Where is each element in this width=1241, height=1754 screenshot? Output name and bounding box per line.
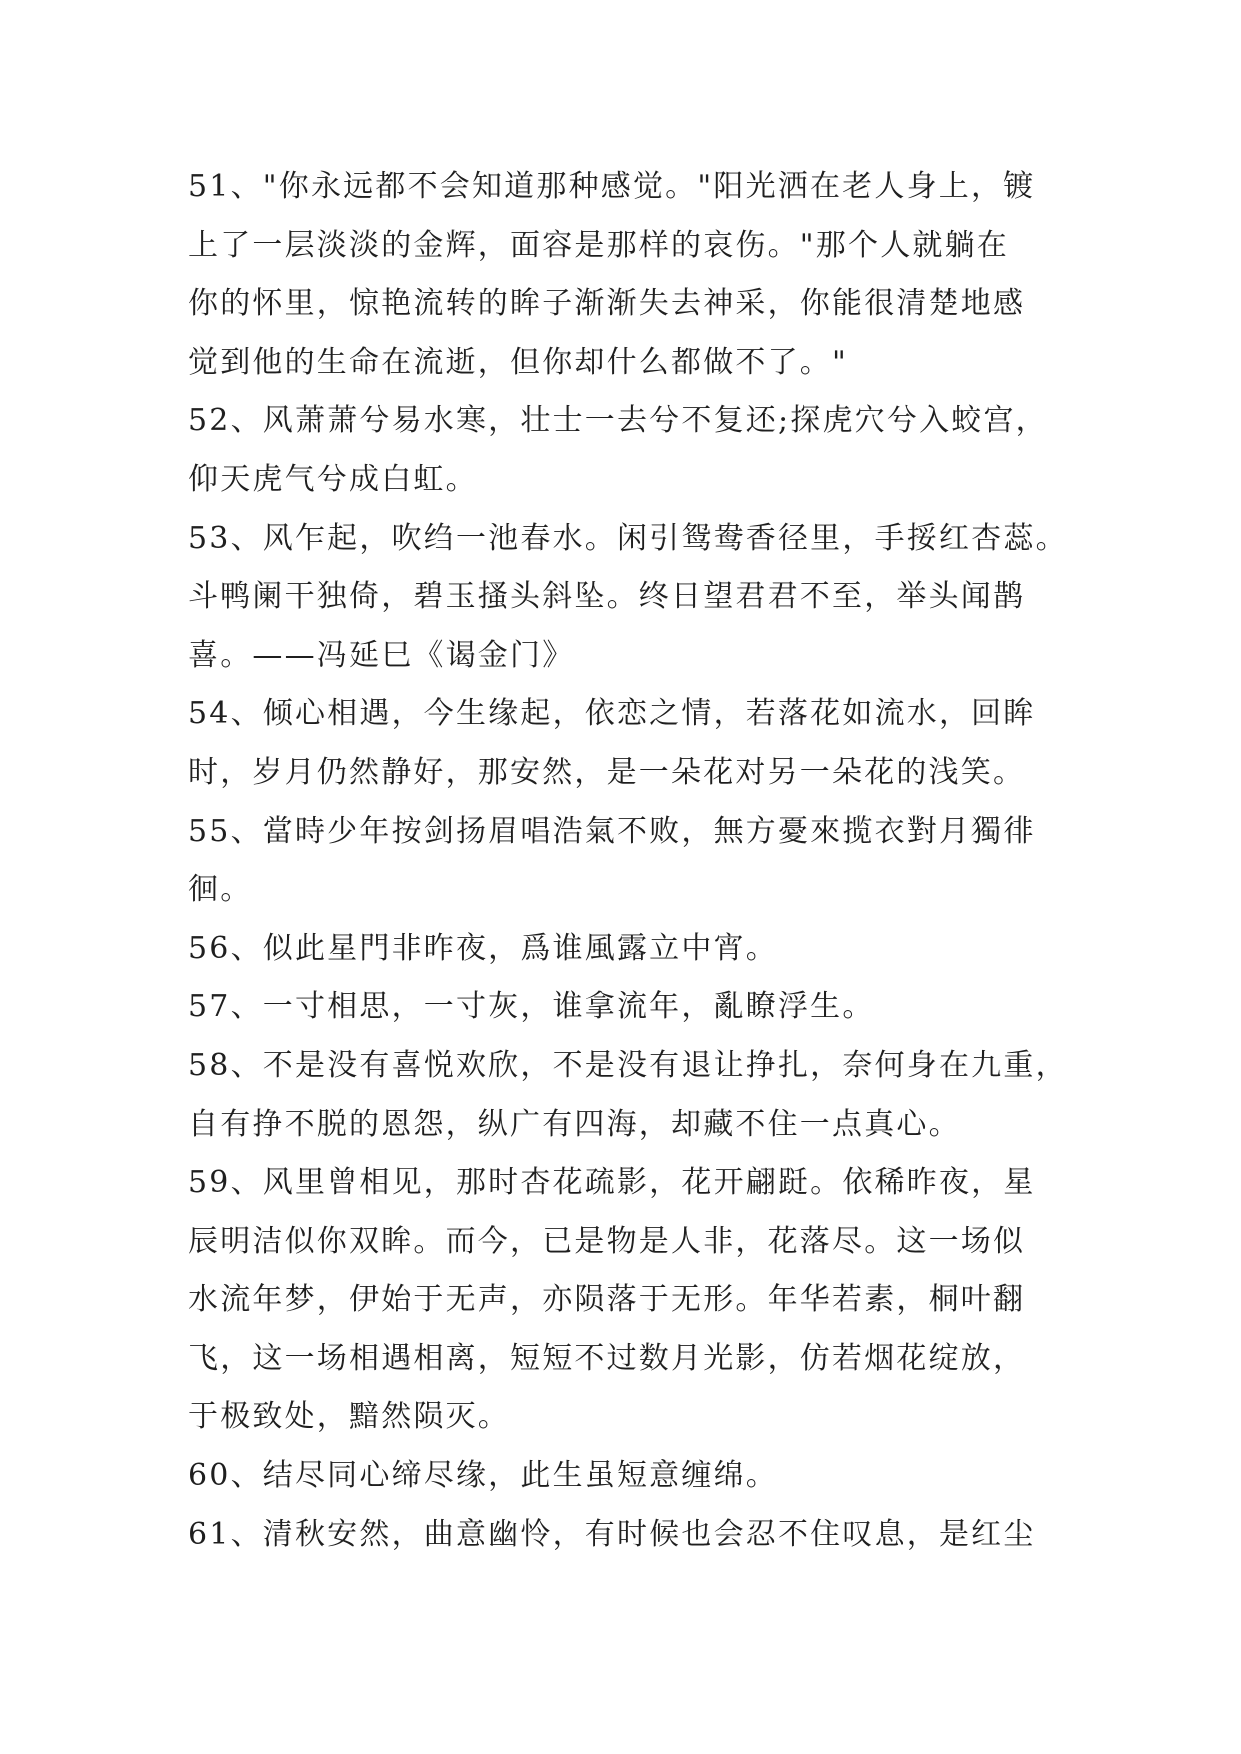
text-line: 觉到他的生命在流逝，但你却什么都做不了。" — [188, 344, 848, 380]
document-body — [188, 158, 1068, 1564]
text-line: 56、似此星門非昨夜，爲谁風露立中宵。 — [188, 930, 778, 966]
text-line: 52、风萧萧兮易水寒，壮士一去兮不复还;探虎穴兮入蛟宫， — [188, 403, 1048, 439]
text-line: 自有挣不脱的恩怨，纵广有四海，却藏不住一点真心。 — [188, 1106, 961, 1142]
text-line: 时，岁月仍然静好，那安然，是一朵花对另一朵花的浅笑。 — [188, 754, 1026, 790]
text-line: 54、倾心相遇，今生缘起，依恋之情，若落花如流水，回眸 — [188, 696, 1036, 732]
text-line: 水流年梦，伊始于无声，亦陨落于无形。年华若素，桐叶翻 — [188, 1282, 1026, 1318]
text-line: 于极致处，黯然陨灭。 — [188, 1399, 510, 1435]
text-line: 上了一层淡淡的金辉，面容是那样的哀伤。"那个人就躺在 — [188, 227, 1009, 263]
text-line: 仰天虎气兮成白虹。 — [188, 461, 478, 497]
text-line: 飞，这一场相遇相离，短短不过数月光影，仿若烟花绽放， — [188, 1340, 1026, 1376]
text-line: 辰明洁似你双眸。而今，已是物是人非，花落尽。这一场似 — [188, 1223, 1026, 1259]
text-line: 57、一寸相思，一寸灰，谁拿流年，亂瞭浮生。 — [188, 989, 875, 1025]
text-line: 59、风里曾相见，那时杏花疏影，花开翩跹。依稀昨夜，星 — [188, 1165, 1036, 1201]
text-line: 55、當時少年按剑扬眉唱浩氣不败，無方憂來揽衣對月獨徘 — [188, 813, 1036, 849]
text-line: 你的怀里，惊艳流转的眸子渐渐失去神采，你能很清楚地感 — [188, 286, 1026, 322]
text-line: 53、风乍起，吹绉一池春水。闲引鸳鸯香径里，手挼红杏蕊。 — [188, 520, 1068, 556]
text-line: 斗鸭阑干独倚，碧玉搔头斜坠。终日望君君不至，举头闻鹊 — [188, 579, 1026, 615]
text-line: 喜。——冯延巳《谒金门》 — [188, 637, 575, 673]
text-line: 61、清秋安然，曲意幽怜，有时候也会忍不住叹息，是红尘 — [188, 1516, 1036, 1552]
text-line: 60、结尽同心缔尽缘，此生虽短意缠绵。 — [188, 1458, 778, 1494]
text-line: 51、"你永远都不会知道那种感觉。"阳光洒在老人身上，镀 — [188, 169, 1036, 204]
text-line: 58、不是没有喜悦欢欣，不是没有退让挣扎，奈何身在九重， — [188, 1047, 1068, 1083]
text-line: 徊。 — [188, 872, 253, 908]
